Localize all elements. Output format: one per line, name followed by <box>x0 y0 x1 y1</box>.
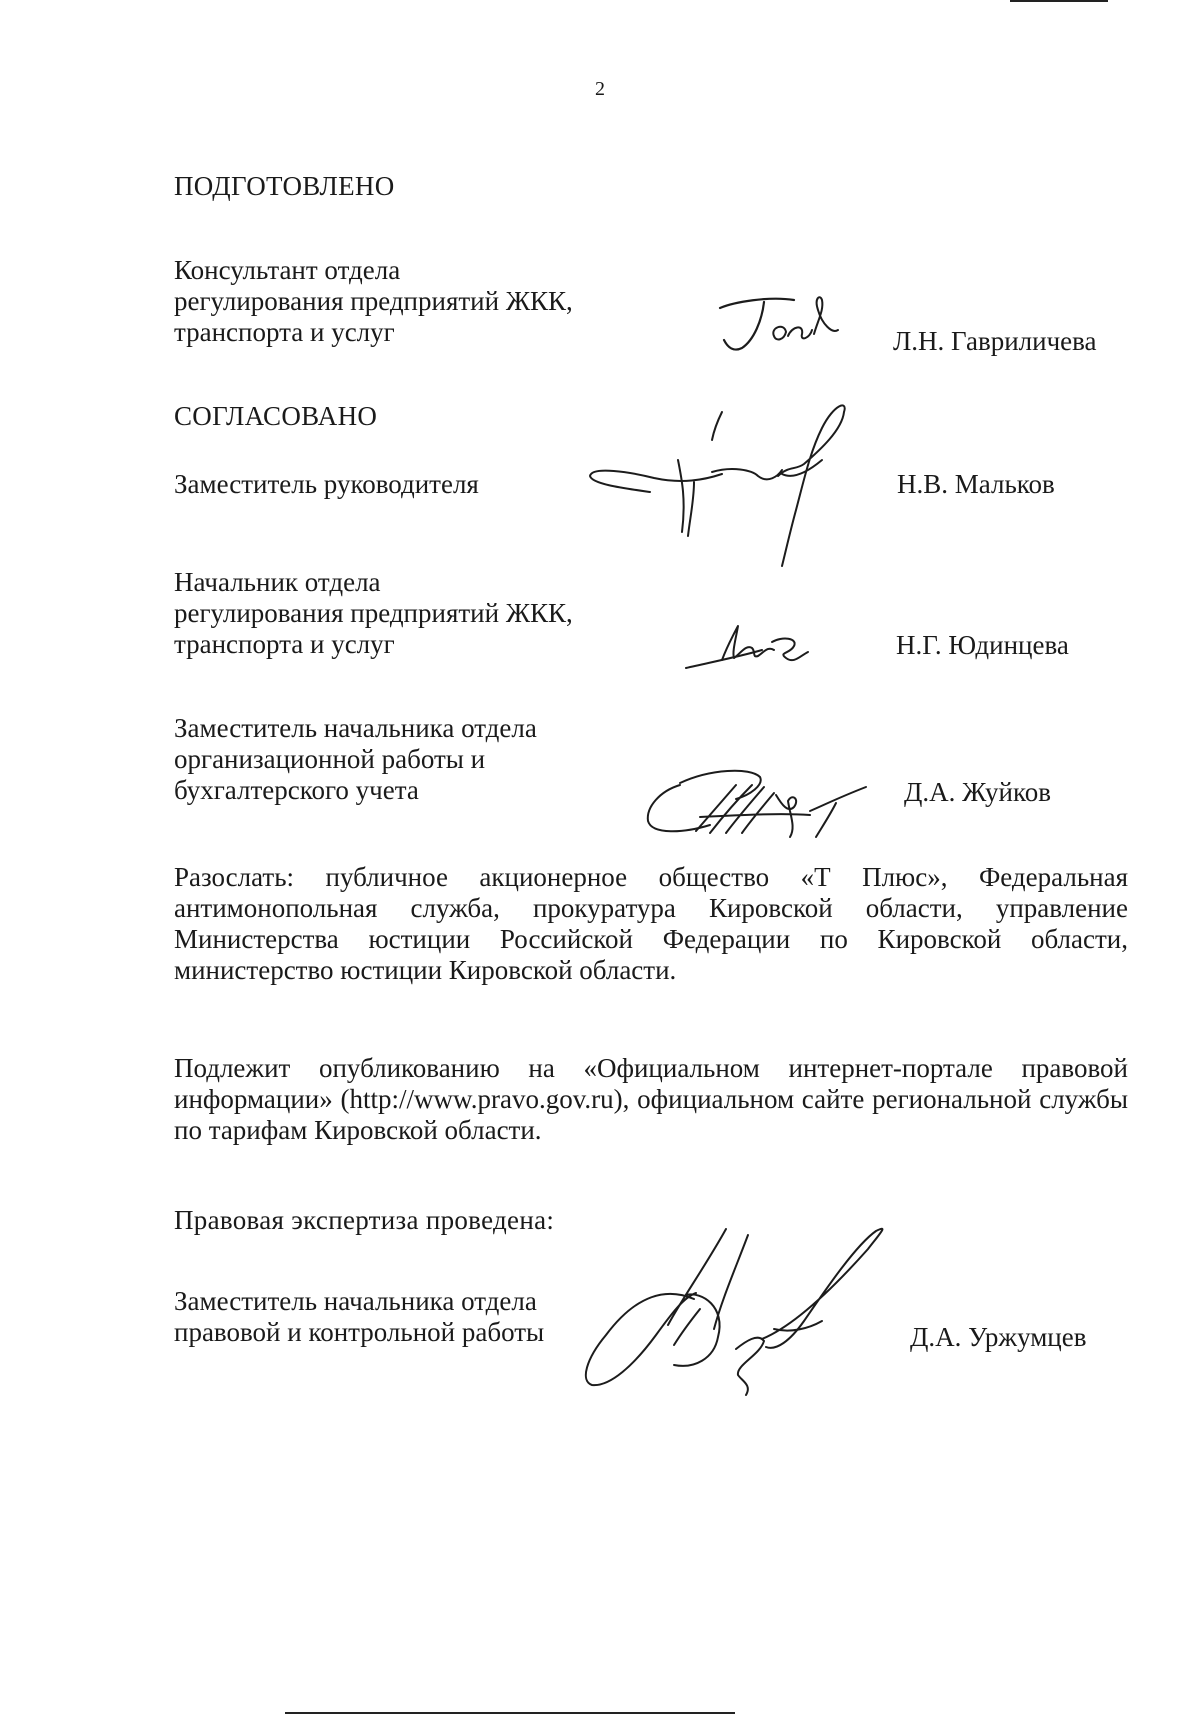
scan-edge-top <box>1010 0 1108 2</box>
agreed-signatory-position <box>174 713 537 806</box>
position-line: регулирования предприятий ЖКК, <box>174 286 573 316</box>
position-line: правовой и контрольной работы <box>174 1317 545 1347</box>
signature-malkov <box>582 400 902 570</box>
signature-zhuikov <box>640 755 880 845</box>
position-line: Заместитель начальника отдела <box>174 713 537 743</box>
position-line: бухгалтерского учета <box>174 775 419 805</box>
position-line: Консультант отдела <box>174 255 401 285</box>
signature-yudintseva <box>682 620 822 680</box>
agreed-signatory-position <box>174 567 573 660</box>
position-line: Заместитель руководителя <box>174 469 479 499</box>
legal-review-heading: Правовая экспертиза проведена: <box>174 1205 555 1235</box>
page-number: 2 <box>595 78 605 100</box>
agreed-signatory-position <box>174 469 479 500</box>
prepared-signatory-position <box>174 255 573 348</box>
signatory-name: Д.А. Уржумцев <box>910 1322 1087 1352</box>
scan-edge-bottom <box>285 1712 735 1714</box>
publication-paragraph: Подлежит опубликованию на «Официальном интернет-портале правовой информации» (http://www.pravo.gov.ru), официальном сайте региональной службы по тарифам Кировской области. <box>174 1053 1128 1145</box>
signature-gavrilicheva <box>714 290 844 360</box>
distribution-paragraph: Разослать: публичное акционерное общество «Т Плюс», Федеральная антимонопольная служба, прокуратура Кировской области, управление Министерства юстиции Российской Федерации по Кировской области, министерство юстиции Кировской области. <box>174 862 1128 985</box>
position-line: Начальник отдела <box>174 567 381 597</box>
position-line: транспорта и услуг <box>174 317 395 347</box>
position-line: организационной работы и <box>174 744 486 774</box>
prepared-heading: ПОДГОТОВЛЕНО <box>174 171 395 201</box>
signatory-name: Д.А. Жуйков <box>904 777 1051 807</box>
agreed-heading: СОГЛАСОВАНО <box>174 401 378 431</box>
legal-review-signatory-position <box>174 1286 544 1348</box>
position-line: Заместитель начальника отдела <box>174 1286 537 1316</box>
position-line: транспорта и услуг <box>174 629 395 659</box>
signature-urzhumtsev <box>576 1225 896 1400</box>
signatory-name: Н.Г. Юдинцева <box>896 630 1069 660</box>
signatory-name: Н.В. Мальков <box>897 469 1055 499</box>
position-line: регулирования предприятий ЖКК, <box>174 598 573 628</box>
signatory-name: Л.Н. Гавриличева <box>893 326 1097 356</box>
